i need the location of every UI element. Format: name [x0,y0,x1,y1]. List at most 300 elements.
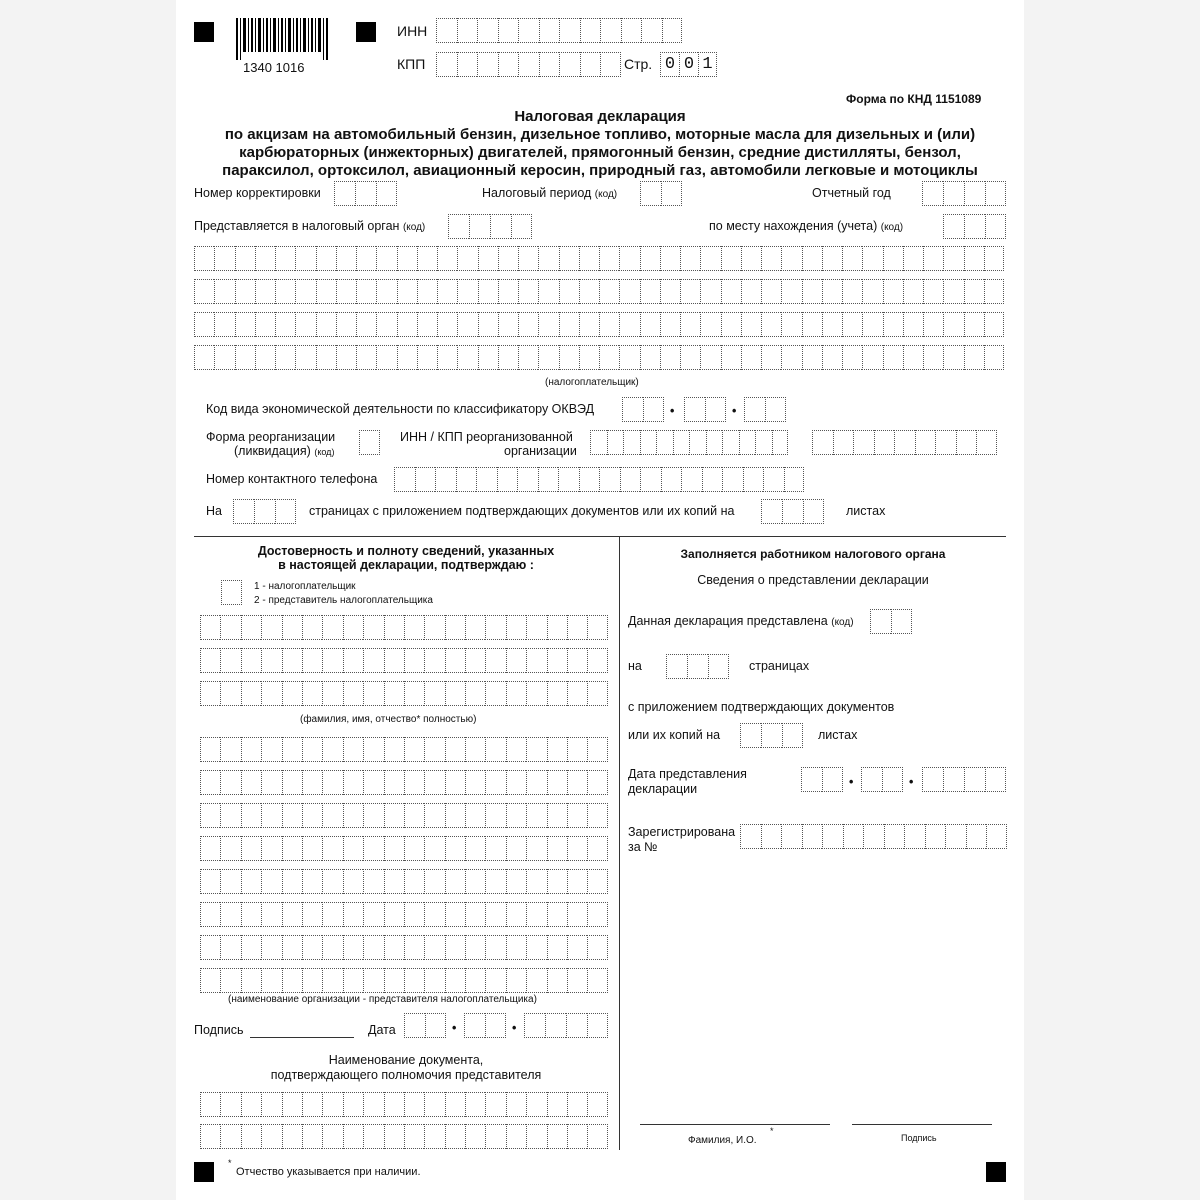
input-cell[interactable] [506,803,526,828]
officer-sheets-cells[interactable] [740,723,803,748]
input-cell[interactable] [923,279,943,304]
input-cell[interactable] [376,279,396,304]
input-cell[interactable] [343,1124,363,1149]
input-cell[interactable] [384,1124,404,1149]
input-cell[interactable] [220,902,240,927]
input-cell[interactable] [567,968,587,993]
input-cell[interactable] [322,803,342,828]
input-cell[interactable] [343,770,363,795]
input-cell[interactable] [235,279,255,304]
input-cell[interactable] [741,246,761,271]
input-cell[interactable] [322,681,342,706]
input-cell[interactable] [445,615,465,640]
input-cell[interactable] [465,648,485,673]
input-cell[interactable] [241,803,261,828]
input-cell[interactable] [343,681,363,706]
input-cell[interactable] [404,615,424,640]
input-cell[interactable] [255,312,275,337]
input-cell[interactable] [241,968,261,993]
input-cell[interactable] [559,246,579,271]
input-cell[interactable] [984,312,1004,337]
input-cell[interactable] [220,869,240,894]
input-cell[interactable] [465,869,485,894]
input-cell[interactable] [538,279,558,304]
input-cell[interactable] [241,902,261,927]
input-cell[interactable] [567,902,587,927]
input-cell[interactable] [363,836,383,861]
input-cell[interactable] [322,770,342,795]
input-cell[interactable] [322,615,342,640]
submission-month-cells[interactable] [861,767,903,792]
input-cell[interactable] [599,345,619,370]
input-cell[interactable] [822,246,842,271]
input-cell[interactable] [275,279,295,304]
input-cell[interactable] [363,648,383,673]
input-cell[interactable] [200,935,220,960]
input-cell[interactable] [384,1092,404,1117]
page-count-cells[interactable] [233,499,296,524]
input-cell[interactable] [220,681,240,706]
input-cell[interactable] [518,345,538,370]
input-cell[interactable] [255,246,275,271]
input-cell[interactable] [518,279,538,304]
input-cell[interactable] [445,681,465,706]
input-cell[interactable] [302,615,322,640]
organization-name-row[interactable] [200,902,608,927]
sheet-count-cells[interactable] [761,499,824,524]
input-cell[interactable] [547,968,567,993]
input-cell[interactable] [220,737,240,762]
input-cell[interactable] [903,345,923,370]
input-cell[interactable] [363,803,383,828]
input-cell[interactable] [397,345,417,370]
input-cell[interactable] [842,246,862,271]
input-cell[interactable] [781,246,801,271]
input-cell[interactable] [547,648,567,673]
officer-name-line[interactable] [640,1124,830,1125]
input-cell[interactable] [465,615,485,640]
input-cell[interactable] [457,246,477,271]
input-cell[interactable] [235,246,255,271]
input-cell[interactable] [883,246,903,271]
input-cell[interactable] [526,681,546,706]
input-cell[interactable] [445,935,465,960]
input-cell[interactable] [547,1092,567,1117]
input-cell[interactable] [241,836,261,861]
input-cell[interactable] [404,737,424,762]
input-cell[interactable] [478,279,498,304]
input-cell[interactable] [506,770,526,795]
input-cell[interactable] [384,836,404,861]
input-cell[interactable] [343,935,363,960]
input-cell[interactable] [640,279,660,304]
input-cell[interactable] [363,869,383,894]
input-cell[interactable] [721,279,741,304]
input-cell[interactable] [478,246,498,271]
taxpayer-name-row[interactable] [194,345,1004,370]
input-cell[interactable] [587,681,607,706]
input-cell[interactable] [322,935,342,960]
input-cell[interactable] [883,345,903,370]
input-cell[interactable] [200,681,220,706]
input-cell[interactable] [559,312,579,337]
input-cell[interactable] [200,648,220,673]
input-cell[interactable] [241,681,261,706]
input-cell[interactable] [241,1092,261,1117]
input-cell[interactable] [567,1092,587,1117]
input-cell[interactable] [261,615,281,640]
input-cell[interactable] [200,836,220,861]
input-cell[interactable] [200,968,220,993]
input-cell[interactable] [485,803,505,828]
input-cell[interactable] [316,246,336,271]
input-cell[interactable] [903,279,923,304]
input-cell[interactable] [485,1124,505,1149]
input-cell[interactable] [302,803,322,828]
input-cell[interactable] [302,1092,322,1117]
input-cell[interactable] [322,737,342,762]
input-cell[interactable] [485,648,505,673]
input-cell[interactable] [943,345,963,370]
input-cell[interactable] [506,902,526,927]
input-cell[interactable] [587,836,607,861]
input-cell[interactable] [741,345,761,370]
input-cell[interactable] [404,902,424,927]
input-cell[interactable] [567,615,587,640]
input-cell[interactable] [478,345,498,370]
organization-name-row[interactable] [200,803,608,828]
input-cell[interactable] [457,312,477,337]
reporting-year-cells[interactable] [922,181,1006,206]
input-cell[interactable] [235,312,255,337]
input-cell[interactable] [842,345,862,370]
phone-cells[interactable] [394,467,804,492]
input-cell[interactable] [445,869,465,894]
input-cell[interactable] [356,279,376,304]
input-cell[interactable] [526,615,546,640]
input-cell[interactable] [275,312,295,337]
input-cell[interactable] [404,968,424,993]
input-cell[interactable] [445,968,465,993]
input-cell[interactable] [526,1092,546,1117]
input-cell[interactable] [506,869,526,894]
input-cell[interactable] [862,279,882,304]
input-cell[interactable] [437,246,457,271]
input-cell[interactable] [822,312,842,337]
input-cell[interactable] [579,246,599,271]
input-cell[interactable] [599,312,619,337]
input-cell[interactable] [214,312,234,337]
input-cell[interactable] [984,345,1004,370]
input-cell[interactable] [526,737,546,762]
input-cell[interactable] [322,1124,342,1149]
input-cell[interactable] [761,312,781,337]
input-cell[interactable] [302,770,322,795]
input-cell[interactable] [964,279,984,304]
input-cell[interactable] [363,902,383,927]
input-cell[interactable] [547,935,567,960]
input-cell[interactable] [241,1124,261,1149]
input-cell[interactable] [200,615,220,640]
input-cell[interactable] [862,312,882,337]
input-cell[interactable] [316,312,336,337]
input-cell[interactable] [255,345,275,370]
input-cell[interactable] [424,737,444,762]
input-cell[interactable] [587,737,607,762]
authority-document-row[interactable] [200,1124,608,1149]
input-cell[interactable] [200,737,220,762]
input-cell[interactable] [781,279,801,304]
input-cell[interactable] [200,803,220,828]
input-cell[interactable] [220,803,240,828]
input-cell[interactable] [376,345,396,370]
input-cell[interactable] [506,935,526,960]
input-cell[interactable] [343,648,363,673]
fio-row[interactable] [200,615,608,640]
input-cell[interactable] [465,770,485,795]
input-cell[interactable] [322,836,342,861]
input-cell[interactable] [214,279,234,304]
input-cell[interactable] [741,279,761,304]
input-cell[interactable] [579,345,599,370]
input-cell[interactable] [343,803,363,828]
input-cell[interactable] [547,615,567,640]
input-cell[interactable] [526,836,546,861]
input-cell[interactable] [526,803,546,828]
input-cell[interactable] [424,968,444,993]
input-cell[interactable] [424,1124,444,1149]
input-cell[interactable] [700,279,720,304]
input-cell[interactable] [700,312,720,337]
input-cell[interactable] [640,345,660,370]
input-cell[interactable] [282,968,302,993]
okved-cells-3[interactable] [744,397,786,422]
input-cell[interactable] [547,770,567,795]
input-cell[interactable] [445,902,465,927]
input-cell[interactable] [883,279,903,304]
input-cell[interactable] [457,345,477,370]
input-cell[interactable] [336,279,356,304]
officer-signature-line[interactable] [852,1124,992,1125]
input-cell[interactable] [194,312,214,337]
input-cell[interactable] [506,1124,526,1149]
input-cell[interactable] [587,615,607,640]
input-cell[interactable] [587,770,607,795]
input-cell[interactable] [437,345,457,370]
input-cell[interactable] [424,681,444,706]
input-cell[interactable] [316,279,336,304]
input-cell[interactable] [397,279,417,304]
input-cell[interactable] [343,615,363,640]
input-cell[interactable] [220,935,240,960]
input-cell[interactable] [384,770,404,795]
kpp-cells[interactable] [436,52,621,77]
input-cell[interactable] [220,1092,240,1117]
input-cell[interactable] [457,279,477,304]
input-cell[interactable] [506,1092,526,1117]
input-cell[interactable] [567,681,587,706]
input-cell[interactable] [356,345,376,370]
input-cell[interactable] [526,935,546,960]
input-cell[interactable] [363,968,383,993]
input-cell[interactable] [417,345,437,370]
input-cell[interactable] [343,737,363,762]
input-cell[interactable] [336,312,356,337]
input-cell[interactable] [241,935,261,960]
input-cell[interactable] [619,279,639,304]
input-cell[interactable] [547,681,567,706]
input-cell[interactable] [485,737,505,762]
input-cell[interactable] [437,312,457,337]
input-cell[interactable] [445,803,465,828]
input-cell[interactable] [322,869,342,894]
location-cells[interactable] [943,214,1006,239]
input-cell[interactable] [424,615,444,640]
input-cell[interactable] [445,836,465,861]
input-cell[interactable] [417,246,437,271]
input-cell[interactable] [282,1092,302,1117]
registration-number-cells[interactable] [740,824,1007,849]
taxpayer-name-row[interactable] [194,279,1004,304]
input-cell[interactable] [579,312,599,337]
input-cell[interactable] [822,279,842,304]
input-cell[interactable] [485,836,505,861]
input-cell[interactable] [282,803,302,828]
input-cell[interactable] [680,345,700,370]
input-cell[interactable] [295,312,315,337]
input-cell[interactable] [343,1092,363,1117]
input-cell[interactable] [302,1124,322,1149]
input-cell[interactable] [282,836,302,861]
input-cell[interactable] [506,681,526,706]
input-cell[interactable] [356,312,376,337]
input-cell[interactable] [220,968,240,993]
input-cell[interactable] [445,1124,465,1149]
input-cell[interactable] [538,345,558,370]
input-cell[interactable] [384,648,404,673]
input-cell[interactable] [437,279,457,304]
input-cell[interactable] [282,1124,302,1149]
input-cell[interactable] [384,968,404,993]
input-cell[interactable] [282,648,302,673]
input-cell[interactable] [424,1092,444,1117]
input-cell[interactable] [984,246,1004,271]
input-cell[interactable] [261,902,281,927]
input-cell[interactable] [384,681,404,706]
input-cell[interactable] [302,902,322,927]
input-cell[interactable] [761,279,781,304]
input-cell[interactable] [336,345,356,370]
input-cell[interactable] [302,681,322,706]
input-cell[interactable] [547,902,567,927]
input-cell[interactable] [282,737,302,762]
input-cell[interactable] [567,935,587,960]
input-cell[interactable] [384,935,404,960]
input-cell[interactable] [384,869,404,894]
input-cell[interactable] [194,279,214,304]
input-cell[interactable] [587,869,607,894]
input-cell[interactable] [302,836,322,861]
input-cell[interactable] [943,312,963,337]
submission-year-cells[interactable] [922,767,1006,792]
input-cell[interactable] [741,312,761,337]
input-cell[interactable] [424,869,444,894]
input-cell[interactable] [700,246,720,271]
input-cell[interactable] [518,246,538,271]
input-cell[interactable] [943,279,963,304]
inn-cells[interactable] [436,18,682,43]
input-cell[interactable] [384,803,404,828]
tax-period-cells[interactable] [640,181,682,206]
input-cell[interactable] [363,1092,383,1117]
input-cell[interactable] [640,246,660,271]
input-cell[interactable] [404,1092,424,1117]
input-cell[interactable] [397,246,417,271]
input-cell[interactable] [680,312,700,337]
input-cell[interactable] [445,770,465,795]
input-cell[interactable] [547,737,567,762]
input-cell[interactable] [781,345,801,370]
input-cell[interactable] [619,312,639,337]
input-cell[interactable] [761,345,781,370]
input-cell[interactable] [883,312,903,337]
input-cell[interactable] [485,902,505,927]
input-cell[interactable] [241,869,261,894]
input-cell[interactable] [822,345,842,370]
signature-line[interactable] [250,1037,354,1038]
input-cell[interactable] [363,615,383,640]
correction-number-cells[interactable] [334,181,397,206]
input-cell[interactable] [404,803,424,828]
input-cell[interactable] [241,615,261,640]
input-cell[interactable] [343,836,363,861]
input-cell[interactable] [214,246,234,271]
input-cell[interactable] [567,869,587,894]
input-cell[interactable] [241,648,261,673]
input-cell[interactable] [200,869,220,894]
input-cell[interactable] [282,615,302,640]
input-cell[interactable] [465,737,485,762]
input-cell[interactable] [923,312,943,337]
input-cell[interactable] [700,345,720,370]
input-cell[interactable] [465,1092,485,1117]
input-cell[interactable] [506,615,526,640]
signer-type-cell[interactable] [221,580,242,605]
officer-pages-cells[interactable] [666,654,729,679]
input-cell[interactable] [485,1092,505,1117]
input-cell[interactable] [194,246,214,271]
input-cell[interactable] [376,312,396,337]
input-cell[interactable] [200,770,220,795]
input-cell[interactable] [322,968,342,993]
input-cell[interactable] [526,869,546,894]
input-cell[interactable] [538,312,558,337]
input-cell[interactable] [619,246,639,271]
input-cell[interactable] [526,1124,546,1149]
input-cell[interactable] [275,246,295,271]
input-cell[interactable] [194,345,214,370]
input-cell[interactable] [485,770,505,795]
input-cell[interactable] [984,279,1004,304]
input-cell[interactable] [343,869,363,894]
submission-day-cells[interactable] [801,767,843,792]
input-cell[interactable] [599,246,619,271]
input-cell[interactable] [282,935,302,960]
input-cell[interactable] [923,246,943,271]
input-cell[interactable] [547,1124,567,1149]
input-cell[interactable] [802,279,822,304]
input-cell[interactable] [241,737,261,762]
